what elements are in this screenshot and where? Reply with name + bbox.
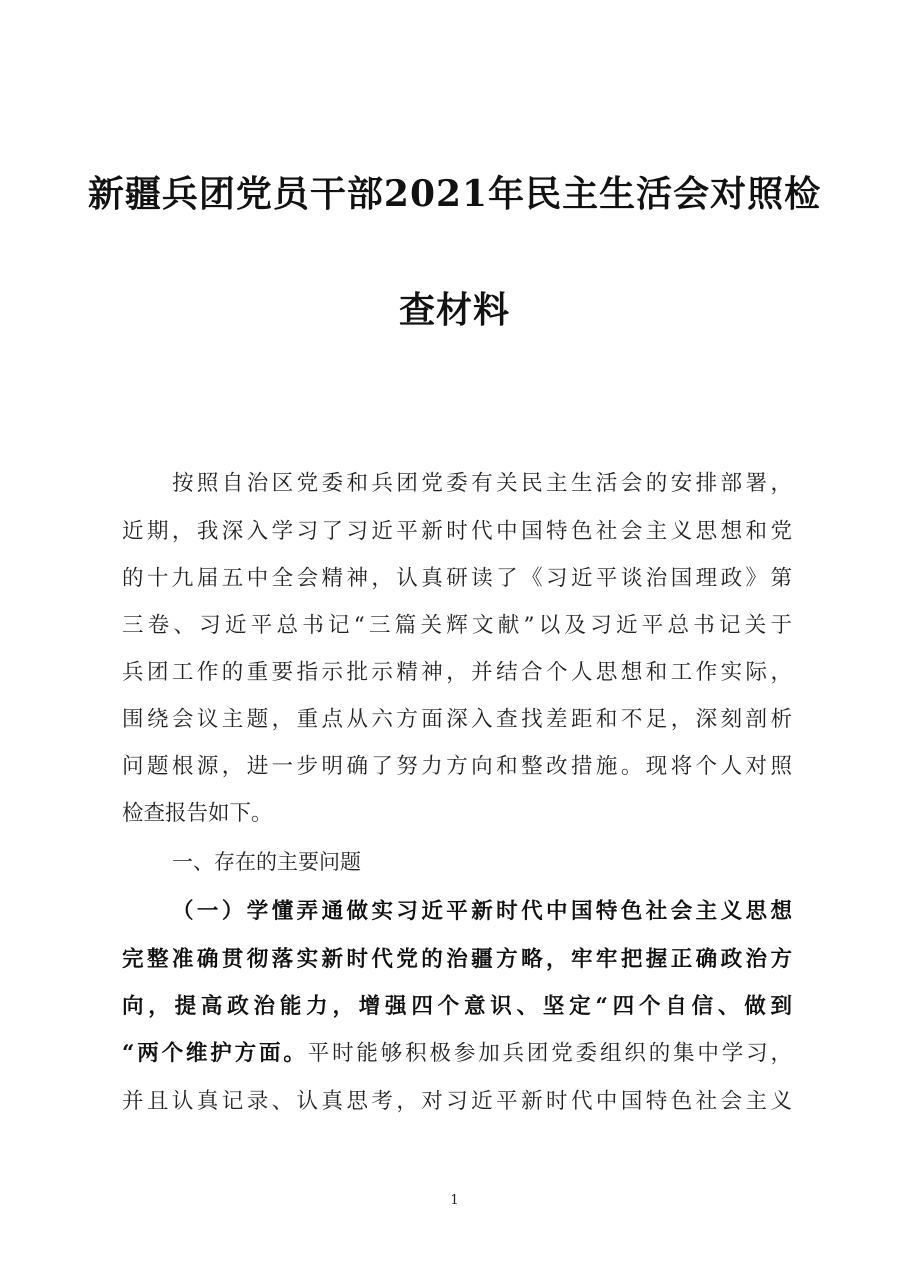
intro-line: 按照自治区党委和兵团党委有关民主生活会的安排部署，	[172, 471, 792, 496]
subsection-line	[122, 944, 792, 976]
intro-line: 兵团工作的重要指示批示精神，并结合个人思想和工作实际，	[122, 660, 792, 685]
subsection-bold-text: 完整准确贯彻落实新时代党的治疆方略，牢牢把握正确政治方	[122, 947, 792, 972]
section-heading: 一、存在的主要问题	[172, 850, 361, 874]
subsection-bold-text: “两个维护方面。	[122, 1041, 308, 1066]
intro-line: 检查报告如下。	[122, 801, 273, 826]
subsection-line	[122, 991, 792, 1023]
intro-line: 问题根源，进一步明确了努力方向和整改措施。现将个人对照	[122, 754, 792, 779]
page-number: 1	[450, 1193, 459, 1208]
subsection-bold-text: （一）学懂弄通做实习近平新时代中国特色社会主义思想	[172, 899, 792, 924]
subsection-normal-text: 平时能够积极参加兵团党委组织的集中学习，	[307, 1041, 792, 1066]
document-title-line-2: 查材料	[398, 289, 510, 331]
intro-line: 的十九届五中全会精神，认真研读了《习近平谈治国理政》第	[122, 566, 792, 591]
document-title-line-1: 新疆兵团党员干部2021年民主生活会对照检	[87, 173, 822, 215]
subsection-line	[122, 1086, 792, 1118]
subsection-line	[122, 1038, 792, 1070]
intro-line: 近期，我深入学习了习近平新时代中国特色社会主义思想和党	[122, 519, 792, 544]
subsection-line	[172, 896, 792, 928]
subsection-normal-text: 并且认真记录、认真思考，对习近平新时代中国特色社会主义	[122, 1089, 792, 1114]
intro-line: 围绕会议主题，重点从六方面深入查找差距和不足，深刻剖析	[122, 707, 792, 732]
intro-line: 三卷、习近平总书记“三篇关辉文献”以及习近平总书记关于	[122, 613, 792, 638]
subsection-bold-text: 向，提高政治能力，增强四个意识、坚定“四个自信、做到	[122, 994, 792, 1019]
